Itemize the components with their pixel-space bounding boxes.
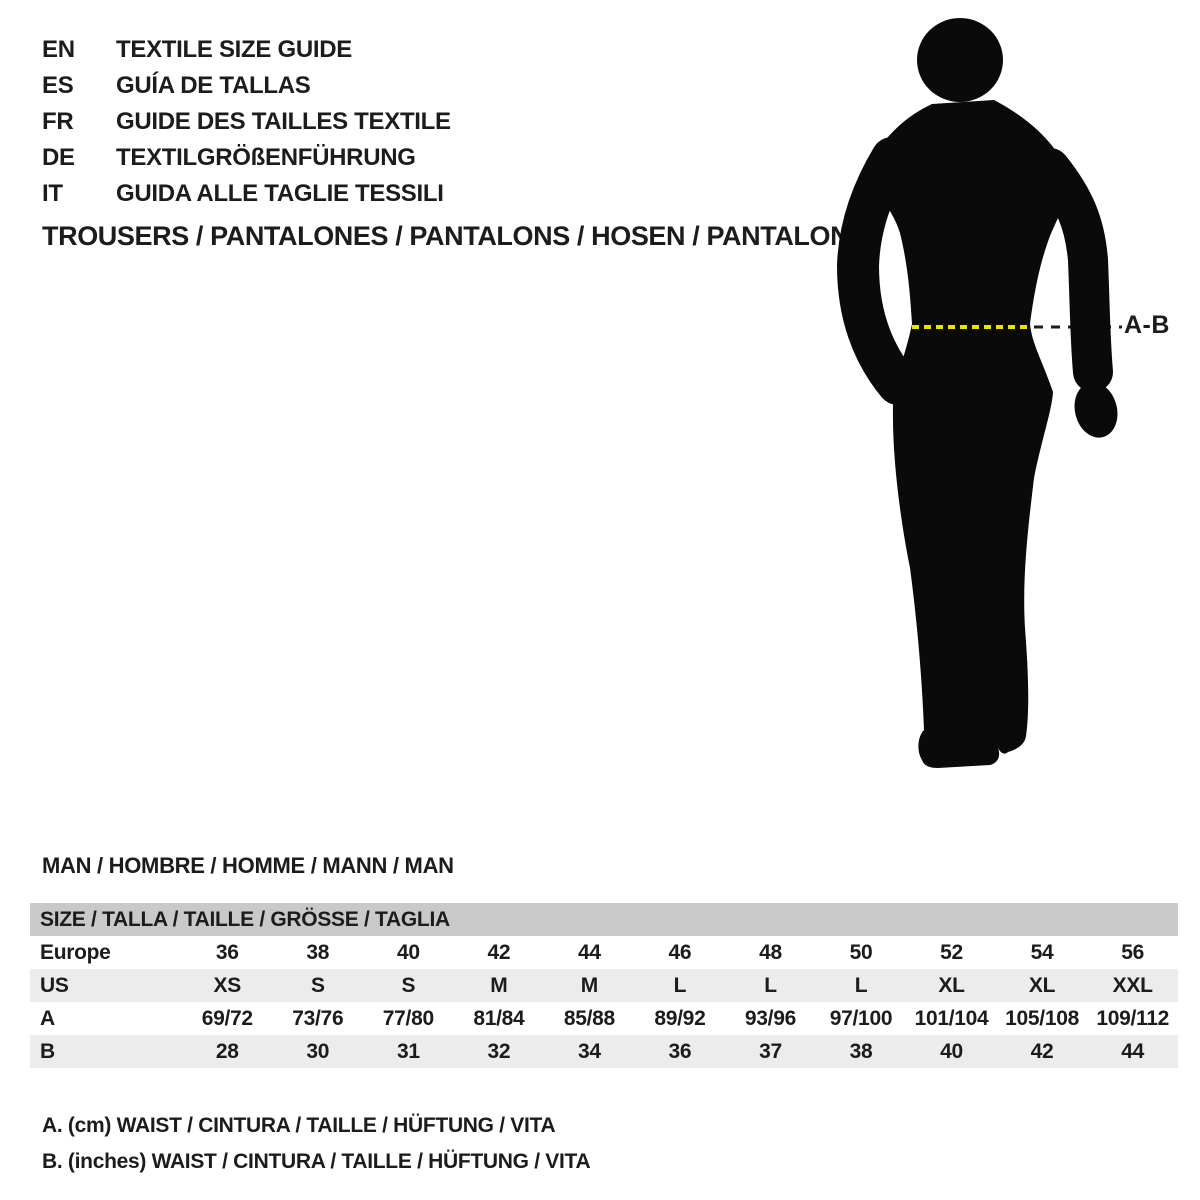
table-row-us [30, 969, 1178, 1002]
language-code: EN [42, 36, 75, 63]
cell: 38 [849, 1039, 873, 1063]
cell: 85/88 [563, 1006, 615, 1030]
size-table [30, 903, 1178, 1068]
language-title: GUIDA ALLE TAGLIE TESSILI [116, 180, 444, 207]
cell: 40 [940, 1039, 963, 1063]
table-row-b-inches [30, 1035, 1178, 1068]
cell: XS [213, 973, 241, 997]
size-table-title: SIZE / TALLA / TAILLE / GRÖSSE / TAGLIA [30, 903, 1178, 936]
language-code: ES [42, 72, 74, 99]
table-row-a-cm [30, 1002, 1178, 1035]
cell: 42 [487, 940, 511, 964]
cell: S [401, 973, 416, 997]
row-label: US [40, 973, 69, 997]
cell: 54 [1030, 940, 1054, 964]
note-b-inches: B. (inches) WAIST / CINTURA / TAILLE / HÜFTUNG / VITA [42, 1150, 591, 1173]
man-silhouette-svg [832, 8, 1132, 780]
language-title: TEXTILE SIZE GUIDE [116, 36, 352, 63]
language-title: GUIDE DES TAILLES TEXTILE [116, 108, 451, 135]
cell: 89/92 [654, 1006, 706, 1030]
row-label: Europe [40, 940, 111, 964]
cell: 93/96 [744, 1006, 796, 1030]
cell: 38 [306, 940, 330, 964]
cell: M [490, 973, 508, 997]
size-table-wrap [30, 903, 1178, 1068]
man-silhouette-figure [832, 8, 1132, 780]
silhouette-body [865, 100, 1072, 768]
cell: XL [1028, 973, 1056, 997]
cell: 52 [940, 940, 963, 964]
silhouette-right-fist [1069, 378, 1123, 442]
silhouette-head [917, 18, 1003, 102]
cell: 109/112 [1096, 1006, 1169, 1030]
row-label: A [40, 1006, 55, 1030]
language-row [42, 176, 451, 212]
cell: 77/80 [382, 1006, 434, 1030]
cell: 50 [849, 940, 873, 964]
cell: 46 [668, 940, 692, 964]
table-row-europe [30, 936, 1178, 969]
cell: 28 [215, 1039, 239, 1063]
size-table-title-row [30, 903, 1178, 936]
note-a-cm: A. (cm) WAIST / CINTURA / TAILLE / HÜFTUNG / VITA [42, 1114, 556, 1137]
language-row [42, 140, 451, 176]
cell: XL [938, 973, 965, 997]
cell: 97/100 [829, 1006, 893, 1030]
cell: L [854, 973, 868, 997]
cell: L [764, 973, 777, 997]
language-code: DE [42, 144, 75, 171]
cell: 56 [1121, 940, 1145, 964]
cell: 36 [215, 940, 239, 964]
language-list [42, 32, 451, 212]
cell: M [580, 973, 598, 997]
cell: 81/84 [473, 1006, 525, 1030]
cell: L [673, 973, 687, 997]
language-title: GUÍA DE TALLAS [116, 72, 311, 99]
cell: 40 [396, 940, 420, 964]
language-row [42, 104, 451, 140]
language-code: FR [42, 108, 74, 135]
language-row [42, 68, 451, 104]
language-row [42, 32, 451, 68]
language-code: IT [42, 180, 63, 207]
waist-measure-label: A-B [1124, 311, 1170, 339]
cell: 105/108 [1005, 1006, 1079, 1030]
cell: 42 [1030, 1039, 1054, 1063]
cell: 69/72 [201, 1006, 253, 1030]
cell: 48 [759, 940, 782, 964]
row-label: B [40, 1039, 55, 1063]
measurement-notes [42, 1108, 590, 1180]
category-heading: TROUSERS / PANTALONES / PANTALONS / HOSEN / PANTALONI [42, 221, 857, 251]
cell: 73/76 [292, 1006, 344, 1030]
cell: 101/104 [914, 1006, 989, 1030]
cell: S [310, 973, 325, 997]
cell: 44 [1121, 1039, 1145, 1063]
silhouette-right-arm [1050, 168, 1093, 372]
cell: 31 [396, 1039, 420, 1063]
cell: 36 [668, 1039, 692, 1063]
language-title: TEXTILGRÖßENFÜHRUNG [116, 144, 416, 171]
cell: XXL [1112, 973, 1153, 997]
cell: 37 [759, 1039, 782, 1063]
cell: 44 [578, 940, 601, 964]
cell: 30 [306, 1039, 330, 1063]
cell: 32 [487, 1039, 511, 1063]
cell: 34 [578, 1039, 601, 1063]
silhouette-left-arm [858, 158, 898, 384]
gender-heading: MAN / HOMBRE / HOMME / MANN / MAN [42, 853, 454, 878]
